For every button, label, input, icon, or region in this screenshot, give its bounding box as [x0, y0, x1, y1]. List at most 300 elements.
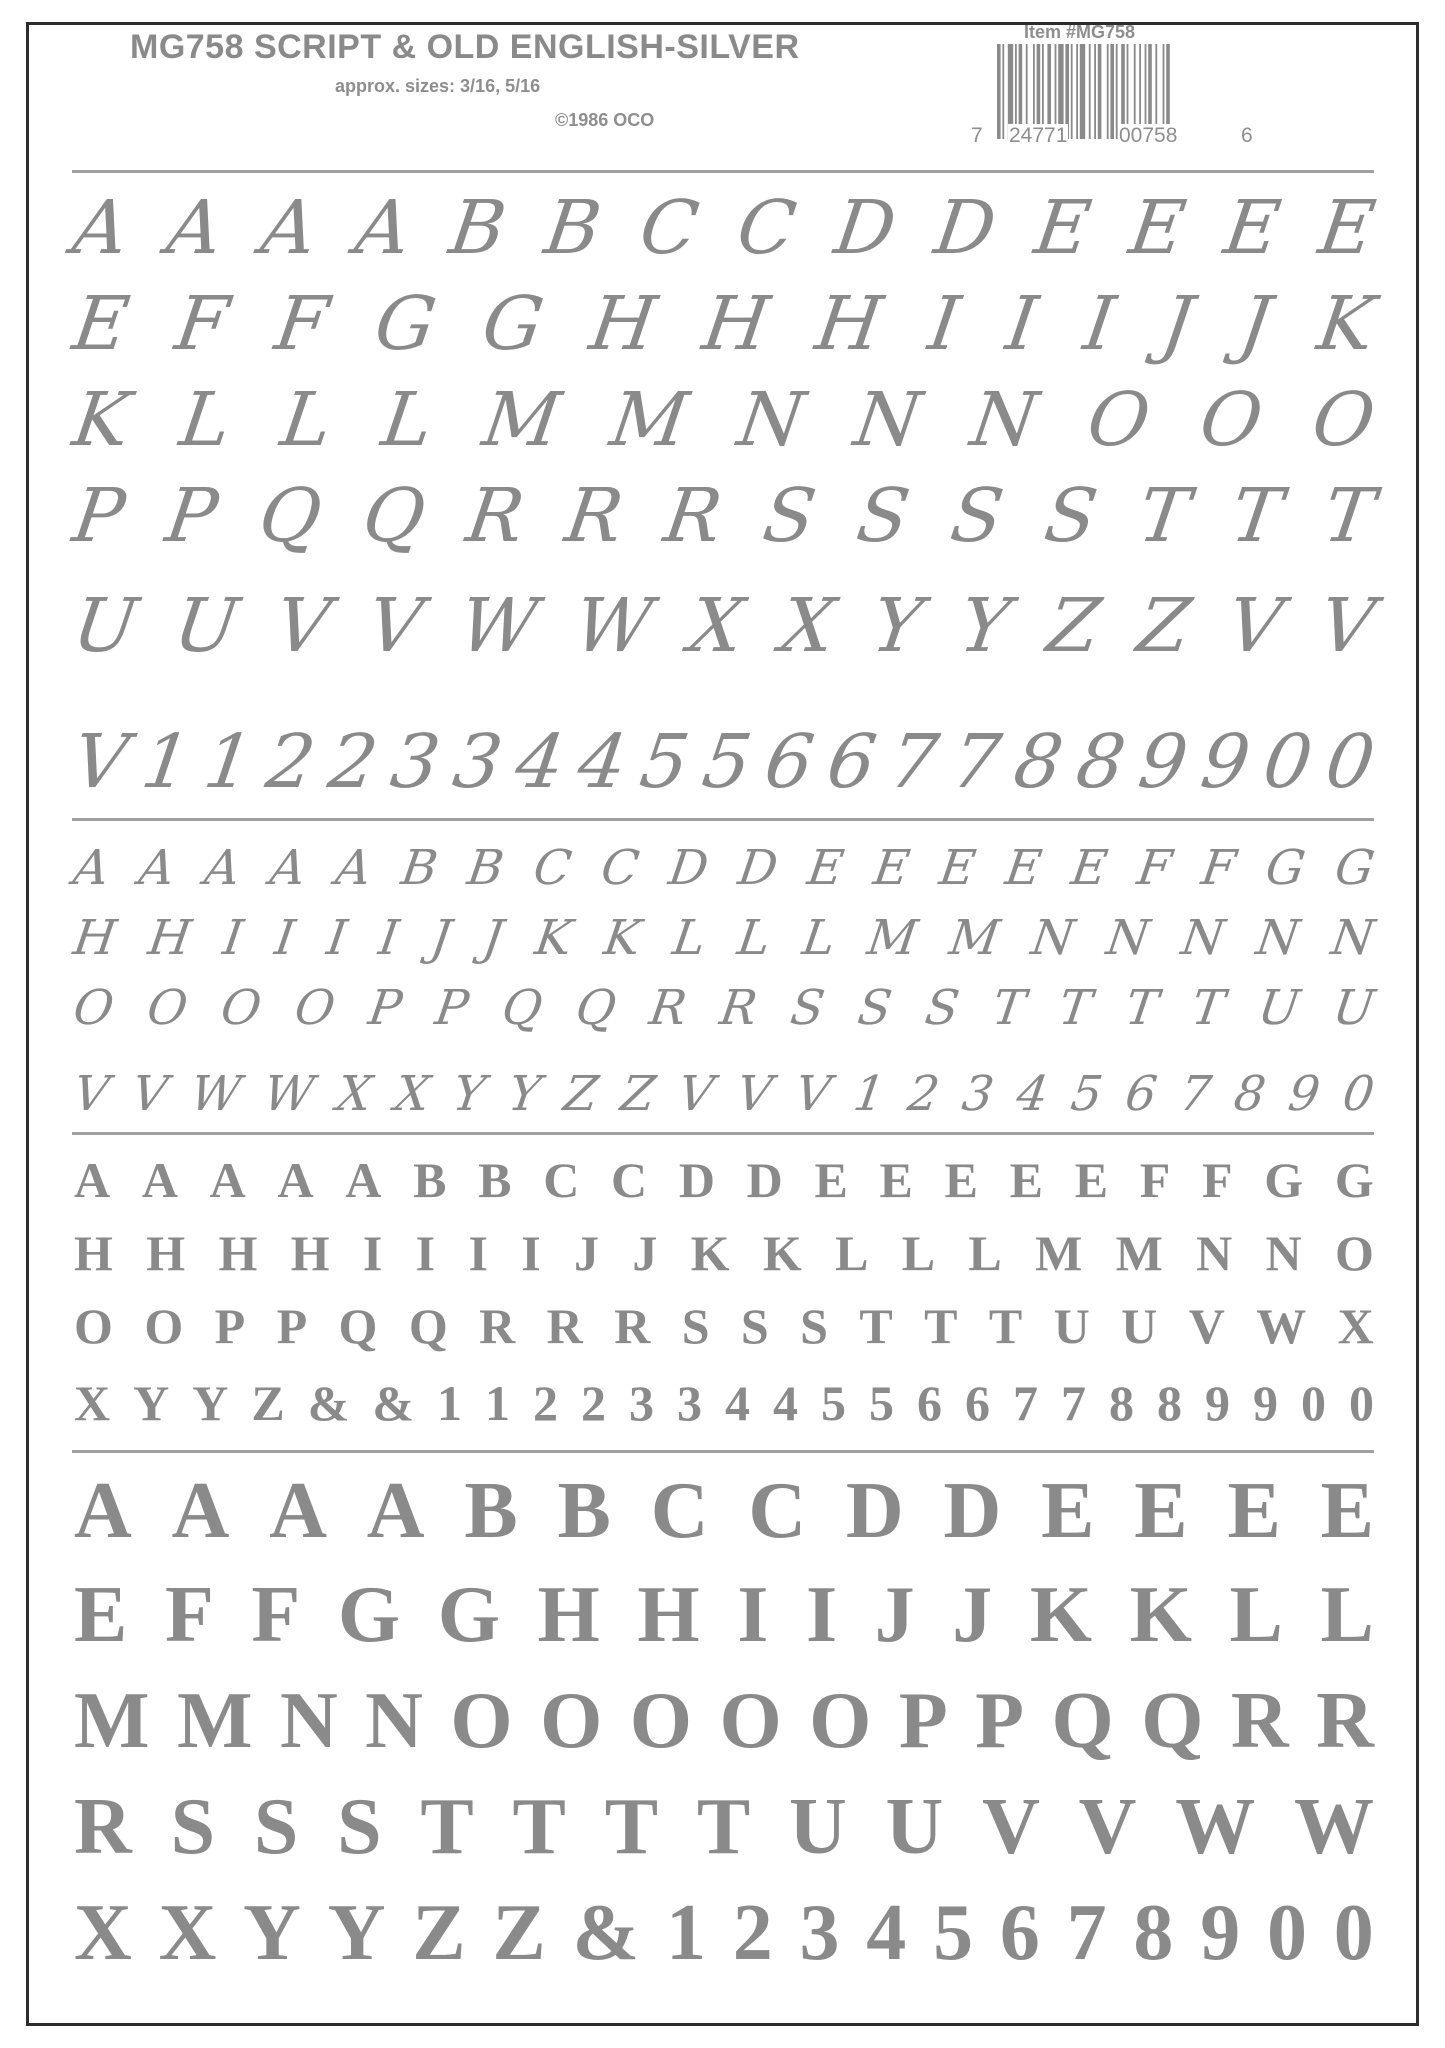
decal-glyph: H	[537, 1570, 600, 1659]
decal-glyph: B	[413, 1152, 447, 1208]
barcode-digit-check: 6	[1241, 124, 1253, 147]
decal-glyph: O	[143, 980, 192, 1036]
section-rule-2	[72, 1132, 1374, 1135]
decal-glyph: 9	[1284, 1066, 1324, 1122]
decal-glyph: E	[1227, 1466, 1281, 1555]
old-english-small-row-2	[74, 1218, 1374, 1288]
decal-glyph: T	[989, 980, 1029, 1036]
decal-glyph: Q	[1141, 1676, 1204, 1765]
old-english-large-row-3	[74, 1672, 1374, 1770]
decal-glyph: A	[67, 185, 134, 271]
decal-glyph: S	[681, 1298, 710, 1354]
decal-glyph: D	[678, 1152, 715, 1208]
decal-glyph: A	[141, 1152, 178, 1208]
decal-glyph: 7	[1176, 1066, 1215, 1122]
decal-glyph: U	[885, 1782, 944, 1871]
decal-glyph: 9	[1133, 719, 1193, 805]
decal-glyph: 0	[1333, 1888, 1374, 1977]
decal-glyph: Q	[572, 980, 620, 1036]
decal-glyph: N	[1028, 910, 1078, 966]
decal-glyph: C	[611, 1152, 648, 1208]
decal-glyph: R	[560, 473, 629, 559]
decal-glyph: L	[275, 377, 338, 463]
decal-glyph: T	[1133, 473, 1195, 559]
decal-glyph: A	[256, 185, 322, 271]
decal-glyph: T	[604, 1782, 659, 1871]
decal-glyph: U	[788, 1782, 847, 1871]
decal-glyph: J	[574, 1225, 599, 1281]
decal-glyph: T	[512, 1782, 566, 1871]
decal-glyph: B	[397, 840, 442, 896]
copyright: ©1986 OCO	[555, 110, 655, 130]
decal-glyph: 2	[732, 1888, 773, 1977]
decal-glyph: V	[733, 1066, 776, 1122]
decal-glyph: K	[1029, 1570, 1093, 1659]
decal-glyph: Q	[408, 1298, 448, 1354]
decal-glyph: E	[74, 1570, 128, 1659]
script-small-row-1	[69, 832, 1379, 904]
decal-glyph: E	[944, 1152, 978, 1208]
decal-glyph: O	[291, 980, 339, 1036]
decal-glyph: R	[461, 473, 530, 559]
barcode-bar	[1076, 44, 1078, 139]
decal-glyph: S	[170, 1782, 216, 1871]
decal-glyph: P	[160, 473, 223, 559]
decal-glyph: L	[376, 377, 439, 463]
decal-glyph: A	[332, 840, 375, 896]
decal-glyph: Z	[1042, 583, 1106, 669]
decal-glyph: H	[584, 281, 662, 367]
decal-glyph: P	[431, 980, 472, 1036]
decal-glyph: V	[1314, 583, 1381, 669]
decal-glyph: U	[67, 583, 143, 669]
barcode-digit-right: 00758	[1119, 124, 1178, 147]
decal-glyph: X	[775, 583, 841, 669]
decal-glyph: L	[901, 1225, 936, 1281]
decal-glyph: F	[170, 281, 234, 367]
decal-glyph: P	[67, 473, 130, 559]
decal-glyph: 0	[1349, 1375, 1374, 1431]
decal-glyph: V	[270, 583, 336, 669]
decal-glyph: 2	[533, 1375, 558, 1431]
decal-glyph: 5	[1067, 1066, 1106, 1122]
decal-glyph: T	[420, 1782, 474, 1871]
decal-glyph: V	[674, 1066, 718, 1122]
decal-glyph: A	[266, 840, 310, 896]
decal-glyph: P	[276, 1298, 308, 1354]
decal-glyph: R	[546, 1298, 583, 1354]
decal-glyph: S	[758, 473, 821, 559]
decal-glyph: X	[74, 1375, 111, 1431]
decal-glyph: W	[260, 1066, 318, 1122]
decal-glyph: O	[144, 1298, 184, 1354]
decal-glyph: T	[859, 1298, 893, 1354]
decal-glyph: A	[209, 1152, 246, 1208]
decal-glyph: P	[898, 1676, 948, 1765]
decal-glyph: M	[1035, 1225, 1083, 1281]
decal-glyph: 7	[946, 719, 1006, 805]
decal-glyph: W	[187, 1066, 245, 1122]
decal-glyph: N	[279, 1676, 338, 1765]
decal-glyph: C	[748, 1466, 807, 1555]
decal-glyph: N	[732, 377, 810, 463]
decal-glyph: U	[169, 583, 244, 669]
decal-glyph: H	[637, 1570, 700, 1659]
decal-glyph: V	[70, 1066, 113, 1122]
decal-glyph: U	[1254, 980, 1304, 1036]
decal-glyph: O	[1082, 377, 1156, 463]
approx-sizes: approx. sizes: 3/16, 5/16	[335, 76, 541, 96]
decal-glyph: K	[67, 377, 136, 463]
old-english-small-row-3	[74, 1291, 1374, 1361]
decal-glyph: S	[851, 473, 915, 559]
decal-glyph: S	[854, 980, 896, 1036]
decal-glyph: S	[253, 1782, 299, 1871]
decal-glyph: A	[277, 1152, 314, 1208]
decal-glyph: M	[1115, 1225, 1163, 1281]
barcode-bar	[1080, 44, 1085, 139]
decal-glyph: R	[479, 1298, 516, 1354]
decal-glyph: 7	[1066, 1888, 1107, 1977]
decal-glyph: G	[1262, 840, 1309, 896]
decal-glyph: X	[158, 1888, 217, 1977]
decal-glyph: 0	[1301, 1375, 1326, 1431]
decal-glyph: I	[468, 1225, 488, 1281]
decal-glyph: B	[478, 1152, 512, 1208]
decal-glyph: E	[1134, 1466, 1188, 1555]
decal-glyph: 6	[1121, 1066, 1161, 1122]
decal-glyph: Y	[866, 583, 928, 669]
decal-glyph: O	[540, 1676, 603, 1765]
decal-glyph: E	[1002, 840, 1045, 896]
decal-glyph: G	[437, 1570, 500, 1659]
decal-glyph: Y	[954, 583, 1016, 669]
barcode-bar	[1110, 44, 1114, 139]
decal-glyph: J	[952, 1570, 993, 1659]
decal-glyph: N	[849, 377, 927, 463]
decal-glyph: E	[870, 840, 914, 896]
old-english-large-row-5	[74, 1884, 1374, 1982]
decal-glyph: C	[732, 185, 801, 271]
decal-glyph: Q	[357, 473, 431, 559]
barcode-bar	[1071, 44, 1073, 139]
decal-glyph: L	[669, 910, 710, 966]
decal-glyph: &	[372, 1375, 414, 1431]
decal-glyph: 9	[1195, 719, 1256, 805]
decal-glyph: C	[634, 185, 704, 271]
decal-glyph: L	[835, 1225, 869, 1281]
decal-glyph: A	[162, 185, 228, 271]
decal-glyph: J	[479, 910, 507, 966]
decal-glyph: K	[531, 910, 576, 966]
decal-glyph: T	[1318, 473, 1380, 559]
decal-glyph: O	[1334, 1225, 1374, 1281]
decal-glyph: 5	[933, 1888, 974, 1977]
decal-glyph: B	[444, 185, 512, 271]
decal-glyph: T	[1055, 980, 1096, 1036]
decal-glyph: N	[1103, 910, 1153, 966]
decal-glyph: F	[1202, 1152, 1233, 1208]
decal-glyph: R	[716, 980, 761, 1036]
decal-glyph: R	[1316, 1676, 1374, 1765]
decal-glyph: I	[271, 910, 299, 966]
decal-glyph: N	[1265, 1225, 1302, 1281]
decal-glyph: J	[1234, 281, 1277, 367]
decal-glyph: 6	[822, 719, 882, 805]
decal-glyph: G	[1334, 1152, 1374, 1208]
decal-glyph: K	[1312, 281, 1380, 367]
decal-glyph: B	[539, 185, 607, 271]
decal-glyph: 5	[821, 1375, 846, 1431]
decal-glyph: 4	[572, 719, 632, 805]
decal-glyph: Z	[617, 1066, 659, 1122]
decal-glyph: 9	[1253, 1375, 1278, 1431]
script-large-row-6	[68, 716, 1381, 808]
decal-glyph: 3	[799, 1888, 840, 1977]
barcode-bar	[1089, 44, 1091, 139]
decal-glyph: 1	[198, 719, 259, 805]
decal-glyph: 8	[1157, 1375, 1182, 1431]
decal-glyph: 8	[1109, 1375, 1134, 1431]
decal-glyph: 5	[635, 719, 695, 805]
decal-glyph: V	[982, 1782, 1040, 1871]
decal-glyph: W	[569, 583, 658, 669]
decal-glyph: H	[810, 281, 888, 367]
decal-glyph: L	[968, 1225, 1002, 1281]
decal-glyph: A	[201, 840, 244, 896]
decal-glyph: I	[1078, 281, 1121, 367]
decal-glyph: 8	[1133, 1888, 1174, 1977]
decal-glyph: X	[74, 1888, 132, 1977]
decal-glyph: Q	[498, 980, 546, 1036]
decal-glyph: U	[1053, 1298, 1090, 1354]
decal-glyph: 5	[697, 719, 757, 805]
decal-glyph: X	[333, 1066, 376, 1122]
decal-glyph: 1	[437, 1375, 462, 1431]
decal-glyph: D	[665, 840, 712, 896]
decal-glyph: V	[128, 1066, 172, 1122]
decal-glyph: J	[427, 910, 455, 966]
decal-glyph: H	[70, 910, 120, 966]
decal-glyph: A	[345, 1152, 382, 1208]
decal-glyph: M	[946, 910, 1004, 966]
decal-glyph: X	[391, 1066, 434, 1122]
decal-glyph: O	[74, 1298, 113, 1354]
decal-glyph: H	[697, 281, 775, 367]
decal-glyph: E	[67, 281, 135, 367]
decal-glyph: E	[879, 1152, 913, 1208]
decal-glyph: E	[1041, 1466, 1095, 1555]
decal-glyph: A	[269, 1466, 327, 1555]
decal-glyph: S	[337, 1782, 382, 1871]
decal-glyph: O	[719, 1676, 782, 1765]
decal-glyph: D	[929, 185, 1002, 271]
decal-glyph: 7	[884, 719, 944, 805]
decal-glyph: Q	[253, 473, 327, 559]
decal-glyph: 2	[904, 1066, 943, 1122]
decal-glyph: Y	[243, 1888, 301, 1977]
decal-glyph: V	[1188, 1298, 1225, 1354]
decal-glyph: K	[690, 1225, 730, 1281]
decal-glyph: A	[74, 1466, 132, 1555]
decal-glyph: V	[362, 583, 428, 669]
decal-glyph: 3	[677, 1375, 702, 1431]
decal-glyph: E	[1067, 840, 1111, 896]
decal-glyph: L	[1320, 1570, 1374, 1659]
decal-glyph: V	[791, 1066, 835, 1122]
decal-glyph: H	[218, 1225, 258, 1281]
decal-glyph: E	[1320, 1466, 1374, 1555]
decal-glyph: 9	[1200, 1888, 1241, 1977]
decal-glyph: 8	[1071, 719, 1131, 805]
decal-glyph: 1	[665, 1888, 706, 1977]
decal-glyph: O	[809, 1676, 872, 1765]
decal-glyph: B	[464, 840, 508, 896]
decal-glyph: W	[1294, 1782, 1374, 1871]
decal-glyph: E	[1009, 1152, 1043, 1208]
decal-glyph: I	[375, 910, 403, 966]
product-title: MG758 SCRIPT & OLD ENGLISH-SILVER	[130, 28, 800, 66]
decal-glyph: 3	[385, 719, 446, 805]
decal-glyph: 7	[1061, 1375, 1086, 1431]
decal-glyph: X	[684, 583, 749, 669]
old-english-small-row-1	[74, 1145, 1374, 1215]
old-english-large-row-2	[74, 1566, 1374, 1664]
decal-glyph: 0	[1339, 1066, 1378, 1122]
decal-glyph: M	[74, 1676, 150, 1765]
decal-glyph: G	[477, 281, 549, 367]
decal-glyph: Z	[560, 1066, 602, 1122]
decal-glyph: B	[464, 1466, 518, 1555]
decal-glyph: V	[1222, 583, 1288, 669]
decal-glyph: P	[975, 1676, 1025, 1765]
decal-glyph: T	[696, 1782, 751, 1871]
decal-glyph: 1	[485, 1375, 510, 1431]
decal-glyph: G	[337, 1570, 401, 1659]
decal-glyph: H	[74, 1225, 113, 1281]
decal-glyph: E	[1313, 185, 1381, 271]
decal-glyph: H	[290, 1225, 330, 1281]
decal-glyph: M	[176, 1676, 253, 1765]
decal-glyph: O	[629, 1676, 693, 1765]
decal-glyph: U	[1121, 1298, 1158, 1354]
old-english-small-row-4	[74, 1368, 1374, 1438]
decal-glyph: Y	[327, 1888, 386, 1977]
decal-glyph: M	[863, 910, 921, 966]
decal-glyph: W	[1256, 1298, 1307, 1354]
decal-glyph: I	[923, 281, 965, 367]
decal-glyph: I	[521, 1225, 541, 1281]
decal-glyph: 4	[773, 1375, 798, 1431]
decal-glyph: R	[646, 980, 691, 1036]
decal-glyph: C	[597, 840, 643, 896]
old-english-large-row-1	[74, 1462, 1374, 1560]
decal-glyph: C	[543, 1152, 580, 1208]
decal-glyph: 0	[1266, 1888, 1307, 1977]
decal-glyph: F	[1198, 840, 1240, 896]
decal-glyph: 8	[1009, 719, 1069, 805]
decal-glyph: O	[70, 980, 118, 1036]
script-large-row-1	[68, 182, 1381, 274]
barcode-bar	[1107, 44, 1109, 139]
decal-glyph: R	[614, 1298, 651, 1354]
decal-glyph: N	[1327, 910, 1378, 966]
decal-glyph: Z	[492, 1888, 546, 1977]
script-large-row-2	[68, 278, 1381, 370]
decal-glyph: T	[924, 1298, 958, 1354]
decal-glyph: 1	[850, 1066, 889, 1122]
decal-glyph: 3	[448, 719, 508, 805]
decal-glyph: O	[450, 1676, 513, 1765]
script-large-row-5	[68, 580, 1381, 672]
decal-glyph: F	[164, 1570, 214, 1659]
decal-glyph: 9	[1205, 1375, 1230, 1431]
decal-glyph: P	[365, 980, 406, 1036]
decal-glyph: D	[746, 1152, 783, 1208]
decal-glyph: Y	[192, 1375, 229, 1431]
decal-glyph: L	[1229, 1570, 1283, 1659]
decal-glyph: 3	[629, 1375, 654, 1431]
decal-glyph: R	[659, 473, 727, 559]
decal-glyph: 6	[999, 1888, 1040, 1977]
decal-glyph: K	[762, 1225, 802, 1281]
decal-glyph: E	[814, 1152, 848, 1208]
decal-glyph: G	[369, 281, 442, 367]
decal-glyph: Y	[133, 1375, 170, 1431]
decal-glyph: E	[1029, 185, 1096, 271]
decal-glyph: 1	[136, 719, 196, 805]
old-english-large-row-4	[74, 1778, 1374, 1876]
decal-glyph: W	[1175, 1782, 1256, 1871]
decal-glyph: S	[787, 980, 828, 1036]
decal-glyph: I	[362, 1225, 383, 1281]
decal-glyph: N	[365, 1676, 423, 1765]
decal-glyph: Q	[1051, 1676, 1114, 1765]
decal-glyph: G	[1264, 1152, 1304, 1208]
decal-glyph: P	[214, 1298, 246, 1354]
decal-glyph: C	[650, 1466, 709, 1555]
barcode-digit-left: 24771	[1009, 124, 1068, 147]
decal-glyph: V	[1078, 1782, 1137, 1871]
decal-glyph: Y	[504, 1066, 545, 1122]
script-large-row-4	[68, 470, 1381, 562]
decal-glyph: E	[804, 840, 848, 896]
decal-glyph: F	[1133, 840, 1176, 896]
decal-glyph: X	[1337, 1298, 1374, 1354]
decal-glyph: A	[135, 840, 179, 896]
decal-glyph: S	[800, 1298, 828, 1354]
decal-glyph: A	[74, 1152, 111, 1208]
decal-glyph: Y	[449, 1066, 489, 1122]
decal-glyph: D	[845, 1466, 904, 1555]
decal-glyph: K	[1129, 1570, 1192, 1659]
decal-glyph: O	[217, 980, 265, 1036]
decal-glyph: A	[366, 1466, 425, 1555]
decal-glyph: J	[632, 1225, 658, 1281]
decal-glyph: U	[1329, 980, 1378, 1036]
decal-glyph: I	[219, 910, 247, 966]
section-rule-1	[72, 818, 1374, 821]
header-rule	[72, 170, 1374, 173]
section-rule-3	[72, 1450, 1374, 1453]
decal-glyph: J	[874, 1570, 915, 1659]
script-small-row-4	[69, 1058, 1379, 1130]
decal-glyph: N	[965, 377, 1043, 463]
decal-glyph: F	[1139, 1152, 1171, 1208]
decal-glyph: &	[572, 1888, 640, 1977]
decal-glyph: N	[1252, 910, 1303, 966]
item-number: Item #MG758	[1024, 22, 1136, 42]
